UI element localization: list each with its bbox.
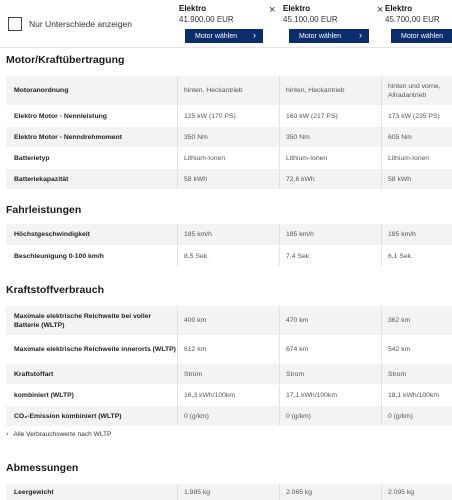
compare-header	[0, 0, 452, 48]
spec-value: 2.065 kg	[279, 484, 381, 500]
spec-value: 1.985 kg	[177, 484, 279, 500]
only-differences-checkbox[interactable]	[8, 17, 22, 31]
spec-label: Beschleunigung 0-100 km/h	[14, 252, 104, 260]
spec-value: 605 Nm	[381, 127, 452, 147]
spec-value: 470 km	[279, 306, 381, 335]
all-consumption-values-label: Alle Verbrauchswerte nach WLTP	[13, 431, 112, 438]
section-title-fahrleistungen: Fahrleistungen	[6, 204, 82, 216]
section-title-motor: Motor/Kraftübertragung	[6, 54, 125, 66]
spec-label: Batterietyp	[14, 154, 50, 162]
spec-value: 8,5 Sek.	[177, 246, 279, 266]
table-row	[6, 76, 452, 105]
spec-value: 400 km	[177, 306, 279, 335]
spec-table-motor	[6, 76, 452, 189]
table-row	[6, 168, 452, 189]
spec-label: Motoranordnung	[14, 87, 69, 94]
spec-value: 350 Nm	[177, 127, 279, 147]
table-row	[6, 245, 452, 266]
spec-label: kombiniert (WLTP)	[14, 391, 74, 399]
variant-name: Elektro	[385, 4, 413, 13]
table-row	[6, 363, 452, 384]
variant-price: 41.900,00 EUR	[179, 15, 234, 24]
spec-value: 6,1 Sek.	[381, 246, 452, 266]
variant-name: Elektro	[179, 4, 207, 13]
select-engine-button[interactable]	[289, 29, 369, 43]
variant-column-3	[385, 4, 444, 40]
spec-value: 58 kWh	[177, 169, 279, 189]
only-differences-label: Nur Unterschiede anzeigen	[29, 19, 133, 29]
variant-name: Elektro	[283, 4, 311, 13]
variant-price: 45.700,00 EUR	[385, 15, 440, 24]
select-engine-label: Motor wählen	[195, 32, 238, 40]
section-title-abmessungen: Abmessungen	[6, 462, 79, 474]
spec-value: 542 km	[381, 336, 452, 363]
close-icon[interactable]: ×	[269, 4, 276, 16]
spec-value: 612 km	[177, 336, 279, 363]
variant-column-2	[283, 4, 384, 40]
spec-value: hinten, Heckantrieb	[279, 76, 381, 105]
spec-value: 362 km	[381, 306, 452, 335]
spec-value: 18,1 kWh/100km	[381, 385, 452, 405]
select-engine-label: Motor wählen	[401, 32, 444, 40]
table-row	[6, 484, 452, 500]
spec-value: 173 kW (235 PS)	[381, 106, 452, 126]
spec-label: Elektro Motor - Nennleistung	[14, 112, 107, 120]
spec-value: 0 (g/km)	[279, 406, 381, 426]
spec-value: Lithium-Ionen	[279, 148, 381, 168]
close-icon[interactable]: ×	[377, 4, 384, 16]
table-row	[6, 224, 452, 245]
chevron-right-icon: ›	[253, 30, 256, 40]
variant-price: 45.100,00 EUR	[283, 15, 338, 24]
spec-value: hinten, Heckantrieb	[177, 76, 279, 105]
spec-value: 72,6 kWh	[279, 169, 381, 189]
spec-value: 17,1 kWh/100km	[279, 385, 381, 405]
table-row	[6, 306, 452, 335]
table-row	[6, 147, 452, 168]
all-consumption-values-link[interactable]	[6, 431, 111, 438]
spec-table-abmessungen	[6, 484, 452, 500]
spec-value: 185 km/h	[279, 224, 381, 245]
select-engine-button[interactable]	[185, 29, 263, 43]
spec-value: Lithium-Ionen	[381, 148, 452, 168]
table-row	[6, 105, 452, 126]
spec-label: Batteriekapazität	[14, 175, 69, 183]
table-row	[6, 126, 452, 147]
table-row	[6, 335, 452, 363]
spec-value: 0 (g/km)	[381, 406, 452, 426]
spec-label: Maximale elektrische Reichweite bei voller Batterie (WLTP)	[14, 312, 152, 329]
spec-value: 160 kW (217 PS)	[279, 106, 381, 126]
spec-value: 0 (g/km)	[177, 406, 279, 426]
spec-label: Elektro Motor - Nenndrehmoment	[14, 133, 123, 141]
spec-value: 185 km/h	[381, 224, 452, 245]
spec-value: Lithium-Ionen	[177, 148, 279, 168]
select-engine-button[interactable]	[391, 29, 452, 43]
spec-value: 2.095 kg	[381, 484, 452, 500]
spec-value: 125 kW (170 PS)	[177, 106, 279, 126]
spec-label: Leergewicht	[14, 488, 54, 496]
spec-value: Strom	[279, 364, 381, 384]
section-title-kraftstoffverbrauch: Kraftstoffverbrauch	[6, 284, 105, 296]
spec-value: Strom	[381, 364, 452, 384]
only-differences-toggle[interactable]	[8, 17, 132, 31]
select-engine-label: Motor wählen	[299, 32, 342, 40]
spec-value: 7,4 Sek.	[279, 246, 381, 266]
spec-value: Strom	[177, 364, 279, 384]
spec-value: 185 km/h	[177, 224, 279, 245]
spec-value: 674 km	[279, 336, 381, 363]
spec-value: hinten und vorne, Allradantrieb	[381, 76, 452, 105]
spec-table-fahrleistungen	[6, 224, 452, 266]
chevron-right-icon: ›	[6, 431, 9, 438]
table-row	[6, 384, 452, 405]
spec-label: Maximale elektrische Reichweite innerorts (WLTP)	[14, 346, 176, 353]
spec-label: CO₂-Emission kombiniert (WLTP)	[14, 412, 122, 420]
table-row	[6, 405, 452, 426]
chevron-right-icon: ›	[359, 30, 362, 40]
spec-table-kraftstoffverbrauch	[6, 306, 452, 426]
spec-label: Höchstgeschwindigkeit	[14, 231, 90, 238]
variant-column-1	[179, 4, 276, 40]
spec-value: 58 kWh	[381, 169, 452, 189]
spec-value: 350 Nm	[279, 127, 381, 147]
spec-value: 16,3 kWh/100km	[177, 385, 279, 405]
spec-label: Kraftstoffart	[14, 370, 54, 378]
